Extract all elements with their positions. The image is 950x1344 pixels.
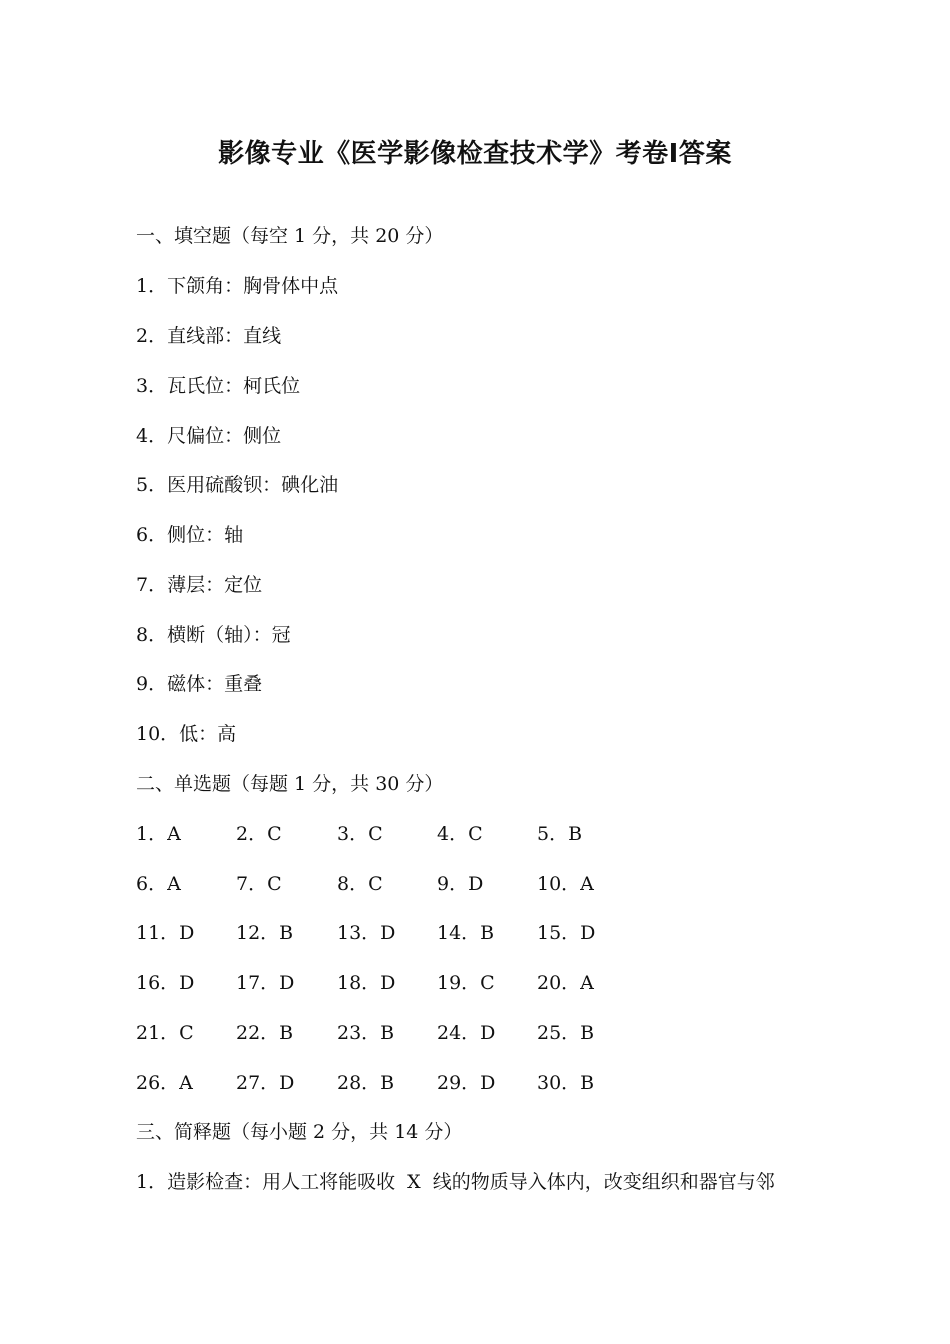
- answer-cell: 10．A: [537, 873, 594, 895]
- answer-cell: 21．C: [136, 1022, 194, 1044]
- answer-cell: 30．B: [537, 1072, 595, 1094]
- answer-cell: 22．B: [236, 1022, 294, 1044]
- answer-cell: 15．D: [537, 922, 596, 944]
- answer-cell: 12．B: [236, 922, 294, 944]
- answer-line: 10．低：高: [136, 723, 237, 745]
- answer-cell: 11．D: [136, 922, 195, 944]
- answer-cell: 1．A: [136, 823, 181, 845]
- answer-cell: 16．D: [136, 972, 195, 994]
- answer-cell: 28．B: [337, 1072, 395, 1094]
- answer-cell: 25．B: [537, 1022, 595, 1044]
- answer-line: 3．瓦氏位：柯氏位: [136, 375, 301, 397]
- answer-cell: 18．D: [337, 972, 396, 994]
- answer-cell: 13．D: [337, 922, 396, 944]
- answer-cell: 23．B: [337, 1022, 395, 1044]
- answer-cell: 29．D: [437, 1072, 496, 1094]
- answer-line: 4．尺偏位：侧位: [136, 425, 282, 447]
- answer-cell: 27．D: [236, 1072, 295, 1094]
- answer-cell: 5．B: [537, 823, 583, 845]
- answer-line: 1．下颌角：胸骨体中点: [136, 275, 339, 297]
- section-heading-short-answer: 三、简释题（每小题 2 分，共 14 分）: [136, 1121, 463, 1143]
- answer-cell: 14．B: [437, 922, 495, 944]
- answer-cell: 19．C: [437, 972, 495, 994]
- answer-cell: 24．D: [437, 1022, 496, 1044]
- answer-line: 7．薄层：定位: [136, 574, 263, 596]
- answer-line: 6．侧位：轴: [136, 524, 244, 546]
- answer-cell: 9．D: [437, 873, 484, 895]
- answer-line: 8．横断（轴）：冠: [136, 624, 291, 646]
- section-heading-single-choice: 二、单选题（每题 1 分，共 30 分）: [136, 773, 444, 795]
- answer-cell: 2．C: [236, 823, 282, 845]
- section-heading-fill-blank: 一、填空题（每空 1 分，共 20 分）: [136, 225, 444, 247]
- answer-line: 2．直线部：直线: [136, 325, 282, 347]
- answer-line: 1．造影检查：用人工将能吸收 X 线的物质导入体内，改变组织和器官与邻: [136, 1171, 775, 1193]
- answer-cell: 6．A: [136, 873, 181, 895]
- answer-cell: 4．C: [437, 823, 483, 845]
- answer-cell: 7．C: [236, 873, 282, 895]
- answer-cell: 3．C: [337, 823, 383, 845]
- answer-cell: 20．A: [537, 972, 594, 994]
- answer-cell: 8．C: [337, 873, 383, 895]
- answer-cell: 26．A: [136, 1072, 193, 1094]
- document-title: 影像专业《医学影像检查技术学》考卷Ⅰ答案: [218, 139, 732, 169]
- answer-cell: 17．D: [236, 972, 295, 994]
- answer-line: 9．磁体：重叠: [136, 673, 263, 695]
- answer-line: 5．医用硫酸钡：碘化油: [136, 474, 339, 496]
